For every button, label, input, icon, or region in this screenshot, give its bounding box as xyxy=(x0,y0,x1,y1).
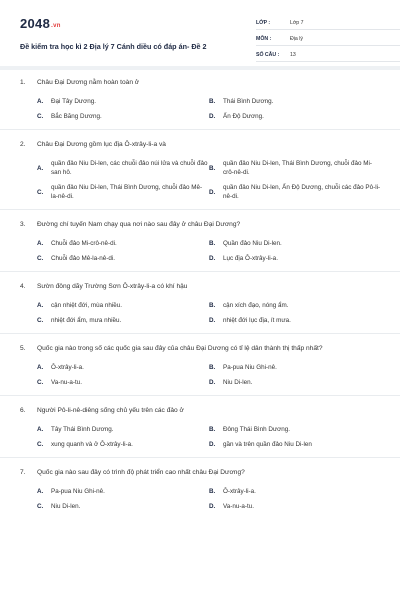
meta-row-count xyxy=(256,46,400,62)
question-text xyxy=(20,468,380,478)
answer-option[interactable] xyxy=(209,437,381,452)
option-text: Chuỗi đảo Mê-la-nê-di. xyxy=(51,255,116,262)
question-text xyxy=(20,282,380,292)
option-letter: B. xyxy=(209,302,216,309)
answer-option[interactable] xyxy=(37,109,209,124)
logo-main: 2048 xyxy=(20,16,51,31)
answer-option[interactable] xyxy=(37,236,209,251)
option-letter: C. xyxy=(37,255,44,262)
question-text xyxy=(20,344,380,354)
answer-options xyxy=(20,422,380,452)
meta-label: SỐ CÂU : xyxy=(256,52,280,58)
question-text xyxy=(20,78,380,88)
option-letter: B. xyxy=(209,488,216,495)
question-text xyxy=(20,406,380,416)
answer-option[interactable] xyxy=(209,180,381,204)
question-body: Châu Đại Dương gồm lục địa Ô-xtrây-li-a và xyxy=(37,141,166,148)
question-item xyxy=(20,344,380,390)
option-letter: D. xyxy=(209,379,216,386)
answer-option[interactable] xyxy=(209,251,381,266)
meta-label: MÔN : xyxy=(256,36,272,42)
option-text: Lục địa Ô-xtrây-li-a. xyxy=(223,255,278,262)
question-body: Đường chí tuyến Nam chạy qua nơi nào sau đây ở châu Đại Dương? xyxy=(37,221,241,228)
option-text: Va-nu-a-tu. xyxy=(223,503,255,510)
option-letter: C. xyxy=(37,188,44,196)
question-number: 5. xyxy=(20,345,26,352)
question-separator xyxy=(0,333,400,334)
option-text: Pa-pua Niu Ghi-nê. xyxy=(223,364,277,371)
meta-label: LỚP : xyxy=(256,20,271,26)
option-letter: B. xyxy=(209,240,216,247)
answer-option[interactable] xyxy=(37,251,209,266)
answer-option[interactable] xyxy=(37,360,209,375)
answer-option[interactable] xyxy=(37,156,209,180)
question-separator xyxy=(0,395,400,396)
option-letter: B. xyxy=(209,426,216,433)
option-letter: A. xyxy=(37,98,44,105)
question-body: Quốc gia nào trong số các quốc gia sau đây của châu Đại Dương có tỉ lệ dân thành thị thấp nhất? xyxy=(37,345,323,352)
answer-option[interactable] xyxy=(209,236,381,251)
answer-options xyxy=(20,94,380,124)
option-text: Tây Thái Bình Dương. xyxy=(51,426,114,433)
option-letter: D. xyxy=(209,503,216,510)
option-letter: A. xyxy=(37,302,44,309)
option-text: Chuỗi đảo Mi-crô-nê-di. xyxy=(51,240,117,247)
question-number: 7. xyxy=(20,469,26,476)
question-list xyxy=(20,78,380,514)
option-letter: A. xyxy=(37,426,44,433)
option-letter: A. xyxy=(37,164,44,172)
option-text: nhiệt đới ẩm, mưa nhiều. xyxy=(51,317,122,324)
option-text: Đông Thái Bình Dương. xyxy=(223,426,291,433)
option-letter: A. xyxy=(37,488,44,495)
option-letter: D. xyxy=(209,441,216,448)
option-text: Ấn Độ Dương. xyxy=(223,113,264,120)
option-text: xung quanh và ở Ô-xtrây-li-a. xyxy=(51,441,133,448)
option-text: quần đảo Niu Di-len, Thái Bình Dương, chuỗi đảo Mi-crô-nê-di. xyxy=(223,160,372,176)
option-letter: B. xyxy=(209,98,216,105)
question-text xyxy=(20,140,380,150)
meta-row-class xyxy=(256,14,400,30)
question-body: Người Pô-li-nê-diêng sống chủ yếu trên các đảo ở xyxy=(37,407,184,414)
option-text: cận nhiệt đới, mùa nhiều. xyxy=(51,302,122,309)
answer-option[interactable] xyxy=(37,298,209,313)
answer-option[interactable] xyxy=(37,437,209,452)
option-text: quần đảo Niu Di-len, Thái Bình Dương, chuỗi đảo Mê-la-nê-di. xyxy=(51,184,203,200)
meta-value: Lớp 7 xyxy=(290,20,304,26)
option-text: nhiệt đới lục địa, ít mưa. xyxy=(223,317,291,324)
answer-options xyxy=(20,298,380,328)
question-item xyxy=(20,406,380,452)
option-letter: D. xyxy=(209,113,216,120)
question-item xyxy=(20,220,380,266)
answer-options xyxy=(20,360,380,390)
option-text: gần và trên quần đảo Niu Di-len xyxy=(223,441,312,448)
option-letter: B. xyxy=(209,164,216,172)
meta-value: Địa lý xyxy=(290,36,303,42)
question-body: Quốc gia nào sau đây có trình độ phát triển cao nhất châu Đại Dương? xyxy=(37,469,245,476)
exam-title: Đề kiểm tra học kì 2 Địa lý 7 Cánh diều có đáp án- Đề 2 xyxy=(20,42,207,51)
answer-option[interactable] xyxy=(209,109,381,124)
question-number: 1. xyxy=(20,79,26,86)
answer-option[interactable] xyxy=(37,375,209,390)
answer-option[interactable] xyxy=(37,499,209,514)
answer-option[interactable] xyxy=(209,360,381,375)
answer-option[interactable] xyxy=(209,499,381,514)
option-letter: A. xyxy=(37,364,44,371)
option-letter: A. xyxy=(37,240,44,247)
answer-option[interactable] xyxy=(209,313,381,328)
answer-option[interactable] xyxy=(37,422,209,437)
question-number: 6. xyxy=(20,407,26,414)
option-text: Đại Tây Dương. xyxy=(51,98,96,105)
question-body: Sườn đông dãy Trường Sơn Ô-xtrây-li-a có khí hậu xyxy=(37,283,188,290)
meta-row-subject xyxy=(256,30,400,46)
question-number: 4. xyxy=(20,283,26,290)
answer-option[interactable] xyxy=(209,94,381,109)
site-logo[interactable] xyxy=(20,16,61,31)
question-item xyxy=(20,78,380,124)
option-text: Niu Di-len. xyxy=(223,379,253,386)
option-text: Ô-xtrây-li-a. xyxy=(223,488,256,495)
meta-value: 13 xyxy=(290,52,296,58)
logo-suffix: .vn xyxy=(51,23,61,29)
question-separator xyxy=(0,271,400,272)
answer-option[interactable] xyxy=(37,484,209,499)
question-item xyxy=(20,282,380,328)
answer-option[interactable] xyxy=(209,298,381,313)
option-text: quần đảo Niu Di-len, các chuỗi đảo núi lửa và chuỗi đảo san hô. xyxy=(51,160,208,176)
answer-options xyxy=(20,156,380,204)
answer-option[interactable] xyxy=(209,375,381,390)
answer-options xyxy=(20,236,380,266)
question-text xyxy=(20,220,380,230)
option-text: Bắc Băng Dương. xyxy=(51,113,102,120)
option-text: cận xích đạo, nóng ẩm. xyxy=(223,302,289,309)
question-item xyxy=(20,468,380,514)
question-number: 2. xyxy=(20,141,26,148)
question-separator xyxy=(0,129,400,130)
question-body: Châu Đại Dương nằm hoàn toàn ở xyxy=(37,79,140,86)
option-letter: D. xyxy=(209,255,216,262)
option-text: Va-nu-a-tu. xyxy=(51,379,83,386)
answer-option[interactable] xyxy=(209,422,381,437)
exam-meta xyxy=(256,14,400,62)
option-text: Niu Di-len. xyxy=(51,503,81,510)
header-divider xyxy=(0,66,400,70)
answer-option[interactable] xyxy=(37,180,209,204)
option-letter: C. xyxy=(37,317,44,324)
option-text: Thái Bình Dương. xyxy=(223,98,274,105)
answer-option[interactable] xyxy=(37,313,209,328)
option-letter: C. xyxy=(37,379,44,386)
question-number: 3. xyxy=(20,221,26,228)
question-separator xyxy=(0,457,400,458)
option-text: quần đảo Niu Di-len, Ấn Độ Dương, chuỗi các đảo Pô-li-nê-di. xyxy=(223,184,381,200)
option-text: Quần đảo Niu Di-len. xyxy=(223,240,282,247)
answer-option[interactable] xyxy=(209,484,381,499)
answer-option[interactable] xyxy=(37,94,209,109)
option-letter: B. xyxy=(209,364,216,371)
option-text: Ô-xtrây-li-a. xyxy=(51,364,84,371)
question-separator xyxy=(0,209,400,210)
answer-option[interactable] xyxy=(209,156,381,180)
question-item xyxy=(20,140,380,204)
option-letter: D. xyxy=(209,188,216,196)
option-letter: C. xyxy=(37,441,44,448)
option-text: Pa-pua Niu Ghi-nê. xyxy=(51,488,105,495)
option-letter: C. xyxy=(37,503,44,510)
answer-options xyxy=(20,484,380,514)
option-letter: C. xyxy=(37,113,44,120)
option-letter: D. xyxy=(209,317,216,324)
